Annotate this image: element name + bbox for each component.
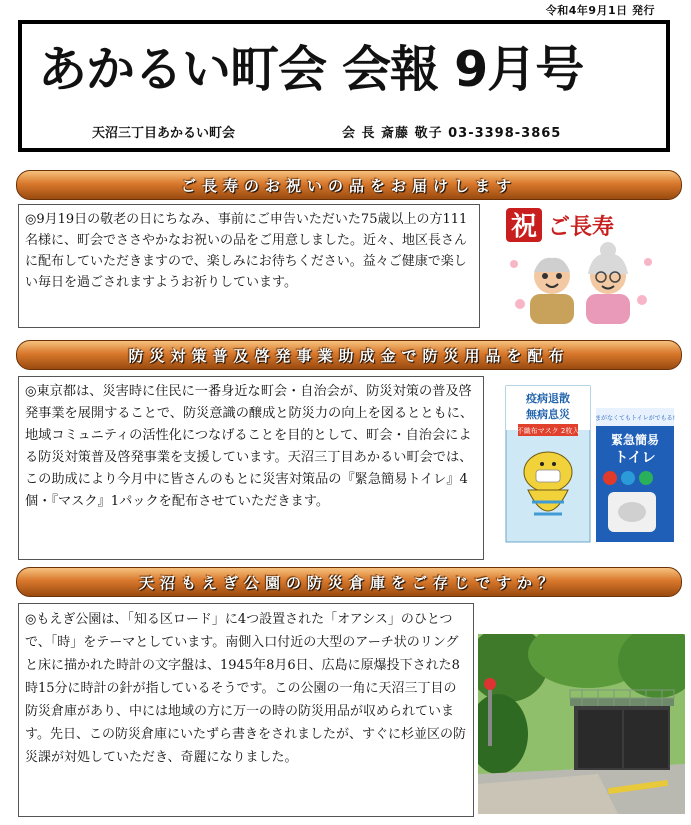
section-body-longevity: ◎9月19日の敬老の日にちなみ、事前にご申告いただいた75歳以上の方111名様に、町会でささやかなお祝いの品をご用意しました。近々、地区長さんに配布していただきますので、楽しみにお待ちください。益々ご健康で楽しい毎日を過ごされますようお祈りしています。 [18, 204, 480, 328]
section-heading-disaster-grant [16, 340, 682, 370]
svg-text:まがなくてもトイレがでもる!: まがなくてもトイレがでもる! [594, 415, 676, 422]
section-body-disaster-grant: ◎東京都は、災害時に住民に一番身近な町会・自治会が、防災対策の普及啓発事業を展開することで、防災意識の醸成と防災力の向上を図るとともに、地域コミュニティの活性化につなげることを目的として、町会・自治会による防災対策普及啓発事業を支援しています。天沼三丁目あかるい町会では、この助成により今月中に皆さんのもとに災害対策品の『緊急簡易トイレ』4個・『マスク』1パックを配布させていただきます。 [18, 376, 484, 560]
section-body-moegi-park: ◎もえぎ公園は、「知る区ロード」に4つ設置された「オアシス」のひとつで、「時」をテーマとしています。南側入口付近の大型のアーチ状のリングと床に描かれた時計の文字盤は、1945年8月6日、広島に原爆投下された8時15分に時計の針が指しているそうです。この公園の一角に天沼三丁目の防災倉庫があり、中には地域の方に万一の時の防災用品が収められています。先日、この防災倉庫にいたずら書きをされましたが、すぐに杉並区の防災課が対処していただき、奇麗になりました。 [18, 603, 474, 817]
section-heading-text: 天沼もえぎ公園の防災倉庫をご存じですか？ [138, 573, 559, 592]
svg-text:無病息災: 無病息災 [526, 408, 570, 421]
toilet-label: 緊急簡易 [610, 433, 660, 447]
section-heading-text: 防災対策普及啓発事業助成金で防災用品を配布 [128, 346, 570, 365]
newsletter-title: あかるい町会 会報 9月号 [38, 41, 584, 98]
masthead-subline [92, 122, 652, 141]
svg-text:トイレ: トイレ [614, 450, 656, 466]
section-heading-longevity [16, 170, 682, 200]
park-storage-photo [478, 634, 685, 814]
disaster-supplies-photo [502, 382, 678, 550]
celebration-icon: 祝 [510, 212, 538, 242]
issue-date: 令和4年9月1日 発行 [545, 4, 655, 17]
association-name: 天沼三丁目あかるい町会 [92, 126, 236, 141]
mask-label: 疫病退散 [526, 392, 570, 405]
elderly-couple-illustration [500, 204, 658, 328]
section-heading-text: ご長寿のお祝いの品をお届けします [180, 176, 517, 195]
section-heading-moegi-park [16, 567, 682, 597]
svg-text:ご長寿: ご長寿 [548, 215, 615, 240]
svg-text:不織布マスク 2枚入: 不織布マスク 2枚入 [516, 427, 580, 435]
masthead [18, 20, 670, 152]
president-contact: 会 長 斎藤 敬子 03-3398-3865 [342, 126, 562, 141]
